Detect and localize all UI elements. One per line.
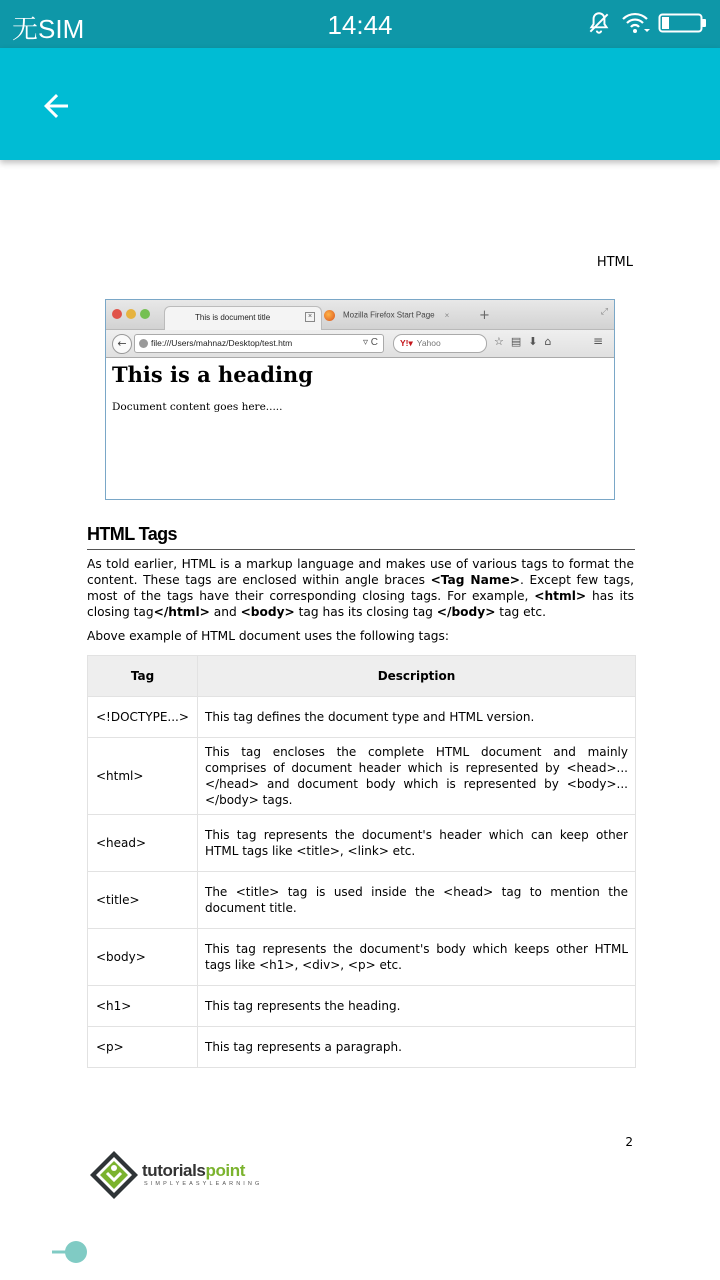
table-cell-tag: <head> bbox=[88, 815, 198, 872]
table-row bbox=[88, 929, 636, 986]
menu-icon: ≡ bbox=[592, 334, 604, 348]
tab-title: This is document title bbox=[195, 313, 271, 322]
arrow-back-icon bbox=[38, 88, 74, 124]
download-icon: ⬇ bbox=[528, 335, 538, 348]
page-header-label: HTML bbox=[596, 255, 633, 270]
paragraph-text: tag etc. bbox=[495, 605, 547, 619]
table-row bbox=[88, 815, 636, 872]
paragraph-text: has its closing tag bbox=[87, 589, 634, 619]
table-cell-tag: <p> bbox=[88, 1027, 198, 1068]
browser-url-text: file:///Users/mahnaz/Desktop/test.htm bbox=[151, 338, 293, 348]
browser-screenshot-figure bbox=[105, 299, 615, 500]
paragraph-text: As told earlier, HTML is a markup language and makes use of various tags to format the content. These tags are enclosed within angle braces bbox=[87, 557, 634, 587]
new-tab-icon: + bbox=[479, 308, 490, 323]
status-icons bbox=[586, 10, 708, 36]
inline-code-bold: <Tag Name> bbox=[430, 573, 521, 587]
browser-search-text: Yahoo bbox=[416, 338, 441, 348]
tags-intro-paragraph: Above example of HTML document uses the following tags: bbox=[87, 629, 449, 643]
table-cell-tag: <body> bbox=[88, 929, 198, 986]
table-cell-description: This tag defines the document type and HTML version. bbox=[198, 697, 636, 738]
clipboard-icon: ▤ bbox=[510, 335, 522, 348]
intro-paragraph bbox=[87, 556, 634, 620]
browser-url-bar bbox=[134, 334, 384, 353]
table-cell-description: This tag represents a paragraph. bbox=[198, 1027, 636, 1068]
table-cell-description: The <title> tag is used inside the <head> tag to mention the document title. bbox=[198, 872, 636, 929]
logo-wordmark: tutorialspoint bbox=[142, 1161, 246, 1180]
yahoo-icon: Y!▾ bbox=[400, 338, 413, 348]
inline-code-bold: </body> bbox=[436, 605, 496, 619]
table-cell-tag: <h1> bbox=[88, 986, 198, 1027]
table-row bbox=[88, 986, 636, 1027]
inline-code-bold: <body> bbox=[240, 605, 295, 619]
paragraph-text: . Except few tags, most of the tags have their corresponding closing tags. For example, bbox=[87, 573, 635, 603]
table-cell-description: This tag encloses the complete HTML document and mainly comprises of document header which is represented by <head>...</head> and document body which is represented by <body>...</body> tags. bbox=[198, 738, 636, 815]
logo-tagline: SIMPLYEASYLEARNING bbox=[144, 1181, 263, 1187]
table-header-description: Description bbox=[198, 656, 636, 697]
wifi-icon bbox=[620, 10, 650, 36]
browser-heading: This is a heading bbox=[112, 362, 313, 387]
browser-content bbox=[112, 362, 313, 413]
home-icon: ⌂ bbox=[544, 335, 552, 348]
table-header-tag: Tag bbox=[88, 656, 198, 697]
firefox-icon bbox=[324, 310, 335, 321]
browser-tab-inactive: Mozilla Firefox Start Page × bbox=[324, 310, 449, 321]
page-number: 2 bbox=[625, 1135, 633, 1149]
browser-paragraph: Document content goes here..... bbox=[112, 401, 283, 413]
inline-code-bold: </html> bbox=[153, 605, 210, 619]
browser-tab-active: This is document title × bbox=[164, 306, 322, 330]
star-icon: ☆ bbox=[494, 335, 504, 348]
table-row bbox=[88, 697, 636, 738]
table-row bbox=[88, 1027, 636, 1068]
fullscreen-icon: ⤢ bbox=[600, 307, 608, 317]
back-button[interactable] bbox=[30, 80, 82, 132]
paragraph-text: tag has its closing tag bbox=[294, 605, 437, 619]
carrier-label: 无SIM bbox=[12, 14, 85, 44]
table-cell-description: This tag represents the document's body which keeps other HTML tags like <h1>, <div>, <p> etc. bbox=[198, 929, 636, 986]
table-cell-tag: <html> bbox=[88, 738, 198, 815]
paragraph-text: and bbox=[209, 605, 241, 619]
table-cell-description: This tag represents the document's header which can keep other HTML tags like <title>, <link> etc. bbox=[198, 815, 636, 872]
table-cell-tag: <!DOCTYPE...> bbox=[88, 697, 198, 738]
table-row bbox=[88, 738, 636, 815]
logo-emblem-icon bbox=[88, 1147, 144, 1207]
tutorialspoint-logo bbox=[88, 1147, 288, 1207]
status-bar bbox=[0, 0, 720, 48]
reload-icon: ▿ C bbox=[362, 337, 378, 348]
window-controls bbox=[112, 309, 150, 319]
document-page bbox=[0, 160, 720, 1280]
table-row bbox=[88, 872, 636, 929]
battery-icon bbox=[658, 11, 708, 35]
browser-nav-bar bbox=[106, 330, 614, 358]
browser-toolbar-icons bbox=[494, 335, 551, 348]
browser-search-bar bbox=[393, 334, 487, 353]
scroll-handle[interactable] bbox=[52, 1240, 88, 1264]
globe-icon bbox=[139, 339, 148, 348]
notifications-off-icon bbox=[586, 10, 612, 36]
table-cell-description: This tag represents the heading. bbox=[198, 986, 636, 1027]
tags-table bbox=[87, 655, 636, 1068]
app-bar bbox=[0, 48, 720, 160]
inline-code-bold: <html> bbox=[534, 589, 587, 603]
clock: 14:44 bbox=[327, 10, 393, 40]
section-title: HTML Tags bbox=[87, 524, 635, 550]
table-cell-tag: <title> bbox=[88, 872, 198, 929]
browser-back-icon: ← bbox=[112, 334, 132, 354]
tab-title-2: Mozilla Firefox Start Page bbox=[343, 310, 435, 320]
table-header-row bbox=[88, 656, 636, 697]
browser-tab-strip bbox=[106, 300, 614, 330]
